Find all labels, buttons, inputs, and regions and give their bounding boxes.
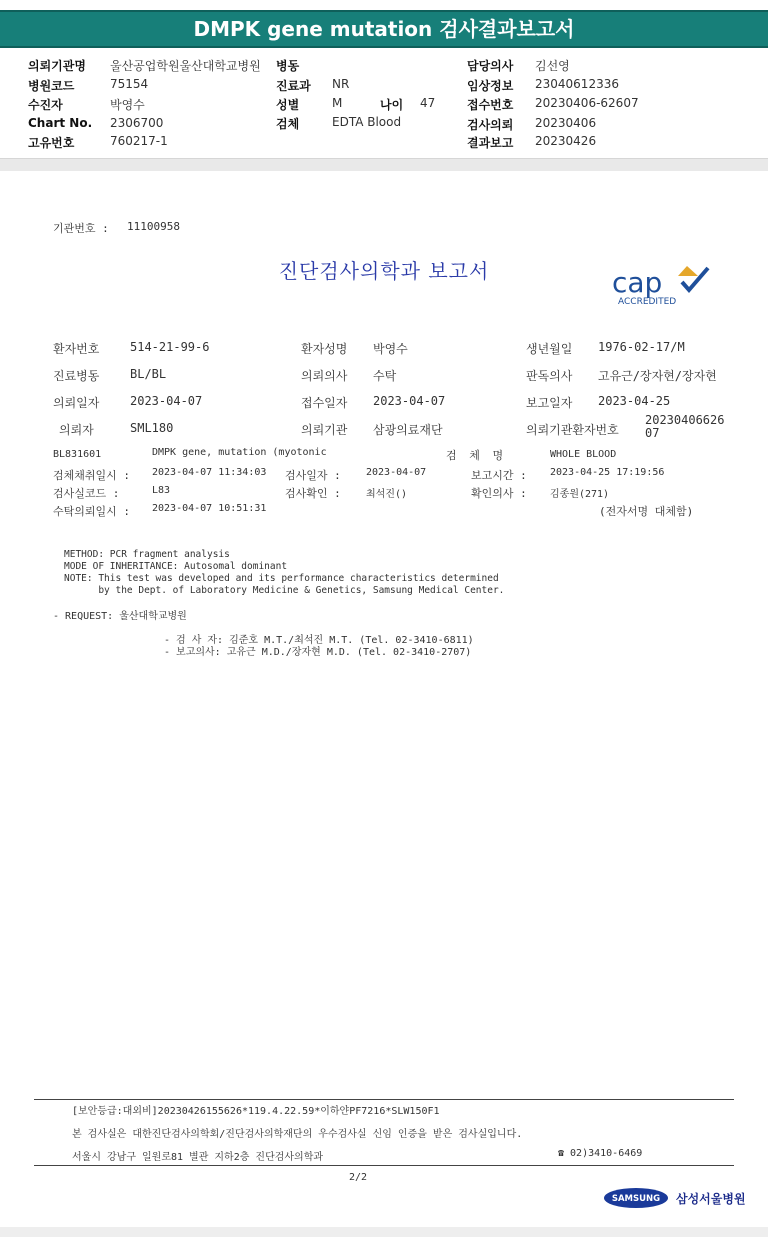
test-code: BL831601 bbox=[53, 449, 102, 460]
electronic-signature-note: (전자서명 대체함) bbox=[599, 505, 694, 518]
footer-bottom-rule bbox=[34, 1165, 734, 1166]
info-value: 2023-04-07 bbox=[130, 394, 203, 408]
info-label: 환자번호 bbox=[53, 342, 100, 356]
info-label: 판독의사 bbox=[526, 369, 573, 383]
info-label: 환자성명 bbox=[301, 342, 348, 356]
label-requesting-institution: 의뢰기관명 bbox=[28, 59, 86, 73]
detail-value: 김종원(271) bbox=[550, 489, 610, 500]
label-receipt-no: 접수번호 bbox=[467, 98, 514, 112]
method-line: NOTE: This test was developed and its performance characteristics determined bbox=[64, 573, 499, 584]
detail-label: 보고시간 : bbox=[471, 469, 527, 482]
detail-label: 검사일자 : bbox=[285, 469, 341, 482]
info-value: 1976-02-17/M bbox=[598, 340, 685, 354]
info-value: 수탁 bbox=[373, 369, 397, 383]
value-department: NR bbox=[332, 77, 350, 91]
label-specimen: 검체 bbox=[276, 117, 300, 131]
info-value: 삼광의료재단 bbox=[373, 423, 443, 437]
info-value: 514-21-99-6 bbox=[130, 340, 210, 354]
value-patient: 박영수 bbox=[110, 98, 145, 112]
page-number: 2/2 bbox=[349, 1172, 368, 1183]
value-attending-doctor: 김선영 bbox=[535, 59, 570, 73]
institution-number: 11100958 bbox=[127, 220, 180, 233]
cap-logo-text: cap bbox=[612, 266, 663, 299]
value-request-date: 20230406 bbox=[535, 116, 597, 130]
lab-address: 서울시 강남구 일원로81 별관 지하2층 진단검사의학과 bbox=[72, 1152, 324, 1163]
request-line: - REQUEST: 울산대학교병원 bbox=[53, 611, 187, 622]
info-label: 의뢰기관환자번호 bbox=[526, 423, 619, 437]
label-attending-doctor: 담당의사 bbox=[467, 59, 514, 73]
info-label: 보고일자 bbox=[526, 396, 573, 410]
label-clinical-info: 임상정보 bbox=[467, 79, 514, 93]
label-patient: 수진자 bbox=[28, 98, 63, 112]
method-line: MODE OF INHERITANCE: Autosomal dominant bbox=[64, 561, 288, 572]
page-bottom-band bbox=[0, 1227, 768, 1237]
detail-value: 최석진() bbox=[366, 489, 408, 500]
label-result-report: 결과보고 bbox=[467, 136, 514, 150]
method-line: by the Dept. of Laboratory Medicine & Genetics, Samsung Medical Center. bbox=[64, 585, 505, 596]
cap-accredited-text: ACCREDITED bbox=[618, 297, 677, 307]
detail-label: 검사확인 : bbox=[285, 487, 341, 500]
test-name: DMPK gene, mutation (myotonic bbox=[152, 447, 327, 458]
info-label: 의뢰기관 bbox=[301, 423, 348, 437]
value-hospital-code: 75154 bbox=[110, 77, 149, 91]
info-label: 생년월일 bbox=[526, 342, 573, 356]
hospital-name: 삼성서울병원 bbox=[676, 1192, 746, 1206]
info-value: 2023-04-25 bbox=[598, 394, 671, 408]
samsung-logo-text: SAMSUNG bbox=[611, 1194, 661, 1204]
info-label: 의뢰일자 bbox=[53, 396, 100, 410]
detail-value: L83 bbox=[152, 485, 171, 496]
label-sex: 성별 bbox=[276, 98, 300, 112]
samsung-logo bbox=[603, 1187, 669, 1209]
info-value: 2023-04-07 bbox=[373, 394, 446, 408]
detail-label: 확인의사 : bbox=[471, 487, 527, 500]
certification-note: 본 검사실은 대한진단검사의학회/진단검사의학재단의 우수검사실 신임 인증을 받은 검사실입니다. bbox=[72, 1129, 523, 1140]
institution-number-label: 기관번호 : bbox=[53, 222, 109, 235]
info-label: 의뢰자 bbox=[59, 423, 94, 437]
detail-label: 수탁의뢰일시 : bbox=[53, 505, 131, 518]
value-specimen: EDTA Blood bbox=[332, 115, 402, 129]
label-ward: 병동 bbox=[276, 59, 300, 73]
staff-line-reporter: - 보고의사: 고유근 M.D./장자현 M.D. (Tel. 02-3410-2707) bbox=[164, 647, 472, 658]
footer-top-rule bbox=[34, 1099, 734, 1100]
info-label: 접수일자 bbox=[301, 396, 348, 410]
label-chart-no: Chart No. bbox=[28, 116, 93, 130]
info-value: BL/BL bbox=[130, 367, 167, 381]
info-value: SML180 bbox=[130, 421, 174, 435]
value-result-report: 20230426 bbox=[535, 134, 597, 148]
detail-value: 2023-04-07 10:51:31 bbox=[152, 503, 267, 514]
detail-value: 2023-04-07 11:34:03 bbox=[152, 467, 267, 478]
value-age: 47 bbox=[420, 96, 436, 110]
info-value: 고유근/장자현/장자현 bbox=[598, 369, 717, 383]
report-title: 진단검사의학과 보고서 bbox=[278, 259, 490, 283]
detail-value: 2023-04-25 17:19:56 bbox=[550, 467, 665, 478]
lab-phone: ☎ 02)3410-6469 bbox=[558, 1148, 643, 1159]
value-chart-no: 2306700 bbox=[110, 116, 164, 130]
value-sex: M bbox=[332, 96, 343, 110]
page-title: DMPK gene mutation 검사결과보고서 bbox=[0, 10, 768, 48]
label-request-date: 검사의뢰 bbox=[467, 118, 514, 132]
value-requesting-institution: 울산공업학원울산대학교병원 bbox=[110, 59, 261, 73]
staff-line-tester: - 검 사 자: 김준호 M.T./최석진 M.T. (Tel. 02-3410-6811) bbox=[164, 635, 474, 646]
info-value: 2023040662607 bbox=[645, 413, 725, 440]
value-unique-no: 760217-1 bbox=[110, 134, 168, 148]
security-grade: [보안등급:대외비]20230426155626*119.4.22.59*이하얀PF7216*SLW150F1 bbox=[72, 1106, 440, 1117]
label-department: 진료과 bbox=[276, 79, 311, 93]
info-label: 진료병동 bbox=[53, 369, 100, 383]
cap-accredited-logo bbox=[608, 262, 712, 308]
info-value: 박영수 bbox=[373, 342, 408, 356]
header-divider bbox=[0, 158, 768, 171]
label-hospital-code: 병원코드 bbox=[28, 79, 75, 93]
info-label: 의뢰의사 bbox=[301, 369, 348, 383]
value-receipt-no: 20230406-62607 bbox=[535, 96, 639, 110]
method-line: METHOD: PCR fragment analysis bbox=[64, 549, 230, 560]
specimen-name: WHOLE BLOOD bbox=[550, 449, 617, 460]
detail-value: 2023-04-07 bbox=[366, 467, 427, 478]
detail-label: 검사실코드 : bbox=[53, 487, 120, 500]
detail-label: 검체채취일시 : bbox=[53, 469, 131, 482]
label-unique-no: 고유번호 bbox=[28, 136, 75, 150]
label-age: 나이 bbox=[380, 98, 404, 112]
value-clinical-info: 23040612336 bbox=[535, 77, 619, 91]
specimen-name-label: 검 체 명 bbox=[446, 449, 507, 462]
cap-logo-roof bbox=[678, 266, 698, 276]
